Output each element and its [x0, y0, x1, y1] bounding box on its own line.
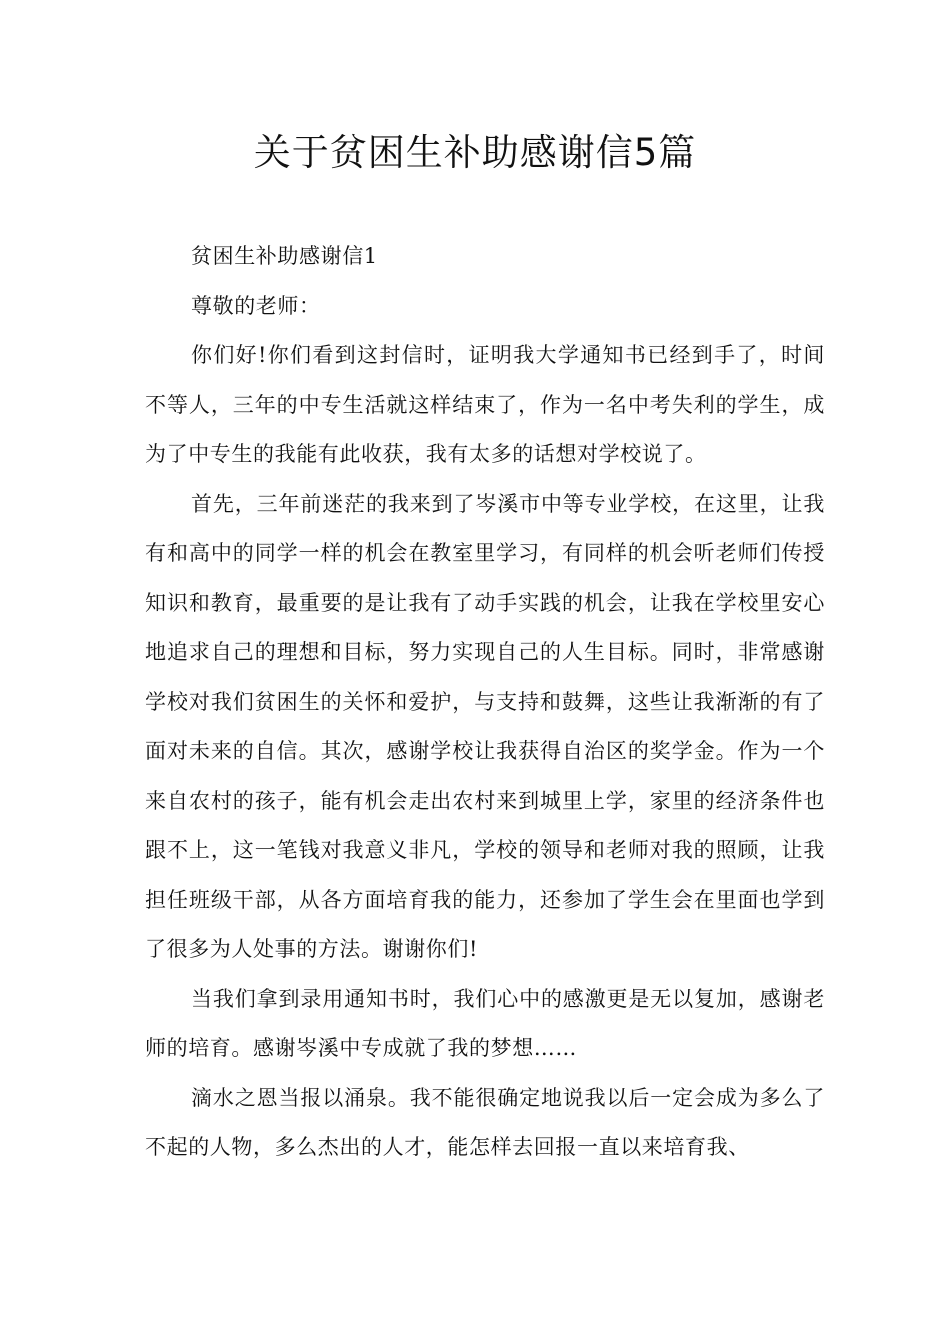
- salutation: 尊敬的老师：: [191, 293, 321, 318]
- paragraph-1: 你们好!你们看到这封信时，证明我大学通知书已经到手了，时间不等人，三年的中专生活就这样结束了，作为一名中考失利的学生，成为了中专生的我能有此收获，我有太多的话想对学校说了。: [145, 343, 825, 466]
- paragraph-4: 滴水之恩当报以涌泉。我不能很确定地说我以后一定会成为多么了不起的人物，多么杰出的人才，能怎样去回报一直以来培育我、: [145, 1085, 825, 1159]
- paragraph-3: 当我们拿到录用通知书时，我们心中的感激更是无以复加，感谢老师的培育。感谢岑溪中专成就了我的梦想……: [145, 986, 825, 1060]
- section-heading: 贫困生补助感谢信1: [191, 244, 378, 268]
- paragraph-2: 首先，三年前迷茫的我来到了岑溪市中等专业学校，在这里，让我有和高中的同学一样的机会在教室里学习，有同样的机会听老师们传授知识和教育，最重要的是让我有了动手实践的机会，让我在学校里安心地追求自己的理想和目标，努力实现自己的人生目标。同时，非常感谢学校对我们贫困生的关怀和爱护，与支持和鼓舞，这些让我渐渐的有了面对未来的自信。其次，感谢学校让我获得自治区的奖学金。作为一个来自农村的孩子，能有机会走出农村来到城里上学，家里的经济条件也跟不上，这一笔钱对我意义非凡，学校的领导和老师对我的照顾，让我担任班级干部，从各方面培育我的能力，还参加了学生会在里面也学到了很多为人处事的方法。谢谢你们!: [145, 491, 825, 961]
- document-body: [145, 232, 825, 1173]
- document-title: 关于贫困生补助感谢信5篇: [253, 131, 697, 174]
